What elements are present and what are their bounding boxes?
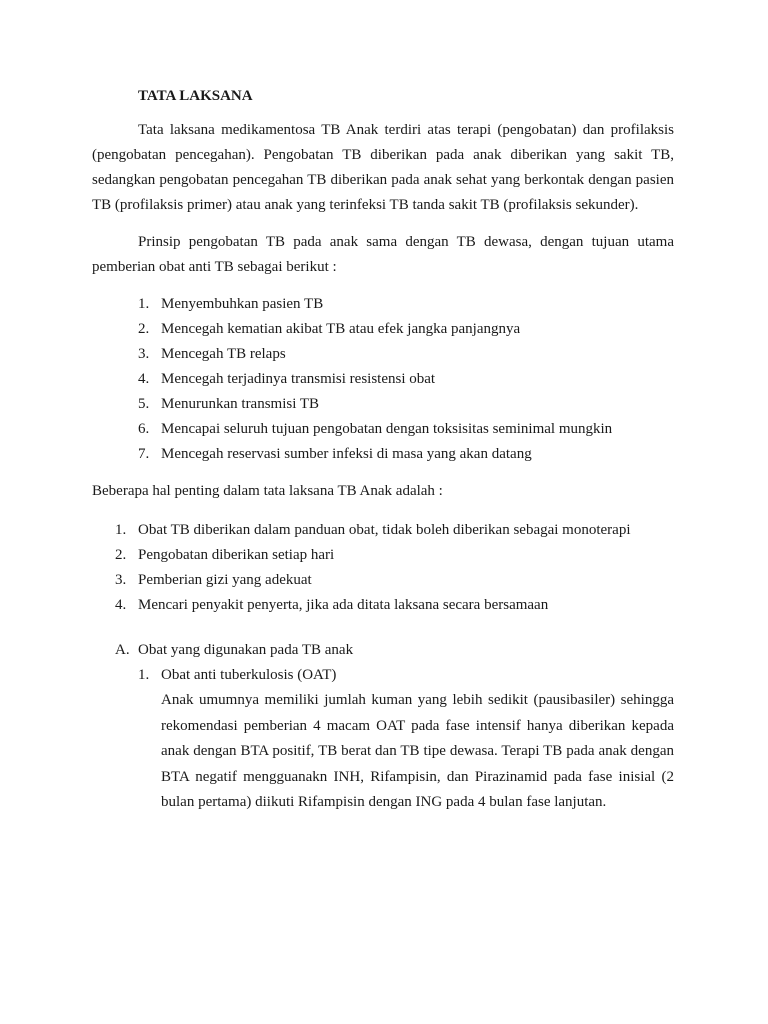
list-number: 2. (138, 321, 150, 337)
list-number: 2. (115, 547, 127, 563)
list-text: Pengobatan diberikan setiap hari (138, 547, 335, 563)
list-text: Menurunkan transmisi TB (161, 396, 320, 412)
section-a (115, 638, 674, 816)
important-points-list (115, 518, 674, 618)
list-item (138, 417, 674, 442)
section-heading-text: Obat yang digunakan pada TB anak (138, 642, 354, 658)
list-item (115, 568, 674, 593)
document-title: TATA LAKSANA (138, 88, 253, 104)
list-text: Mencegah terjadinya transmisi resistensi obat (161, 371, 436, 387)
subsection-paragraph: Anak umumnya memiliki jumlah kuman yang lebih sedikit (pausibasiler) sehingga rekomendasi pemberian 4 macam OAT pada fase intensif hanya diberikan kepada anak dengan BTA positif, TB berat dan TB tipe dewasa. Terapi TB pada anak dengan BTA negatif mengguanakn INH, Rifampisin, dan Pirazinamid pada fase inisial (2 bulan pertama) diikuti Rifampisin dengan ING pada 4 bulan fase lanjutan. (161, 692, 674, 810)
list-text: Mencari penyakit penyerta, jika ada ditata laksana secara bersamaan (138, 597, 549, 613)
list-text: Obat TB diberikan dalam panduan obat, tidak boleh diberikan sebagai monoterapi (138, 522, 631, 538)
list-item (138, 442, 674, 467)
section-marker: A. (115, 642, 130, 658)
section-a-heading (115, 638, 674, 663)
list-number: 1. (138, 296, 150, 312)
list-item (138, 392, 674, 417)
list-item (138, 342, 674, 367)
list-item (115, 543, 674, 568)
list-item (115, 593, 674, 618)
subsection-heading (138, 663, 674, 688)
list-item (138, 367, 674, 392)
list-number: 7. (138, 446, 150, 462)
list-item (115, 518, 674, 543)
list-number: 6. (138, 421, 150, 437)
list-number: 4. (138, 371, 150, 387)
list-text: Mencapai seluruh tujuan pengobatan dengan toksisitas seminimal mungkin (161, 421, 613, 437)
list-text: Pemberian gizi yang adekuat (138, 572, 312, 588)
list-number: 3. (138, 346, 150, 362)
principle-paragraph: Prinsip pengobatan TB pada anak sama dengan TB dewasa, dengan tujuan utama pemberian obat anti TB sebagai berikut : (92, 234, 674, 275)
goals-list (138, 292, 674, 467)
list-item (138, 317, 674, 342)
list-text: Mencegah TB relaps (161, 346, 286, 362)
subsection-heading-text: Obat anti tuberkulosis (OAT) (161, 667, 337, 683)
list-number: 3. (115, 572, 127, 588)
list-text: Mencegah reservasi sumber infeksi di masa yang akan datang (161, 446, 532, 462)
intro-paragraph: Tata laksana medikamentosa TB Anak terdiri atas terapi (pengobatan) dan profilaksis (pengobatan pencegahan). Pengobatan TB diberikan pada anak diberikan yang sakit TB, sedangkan pengobatan pencegahan TB diberikan pada anak sehat yang berkontak dengan pasien TB (profilaksis primer) atau anak yang terinfeksi TB tanda sakit TB (profilaksis sekunder). (92, 122, 674, 213)
list-text: Mencegah kematian akibat TB atau efek jangka panjangnya (161, 321, 521, 337)
list-number: 1. (115, 522, 127, 538)
document-page (92, 86, 674, 816)
list-number: 5. (138, 396, 150, 412)
subsection-marker: 1. (138, 667, 150, 683)
list-text: Menyembuhkan pasien TB (161, 296, 324, 312)
subsection-oat (138, 663, 674, 816)
list-item (138, 292, 674, 317)
list-number: 4. (115, 597, 127, 613)
important-points-intro: Beberapa hal penting dalam tata laksana TB Anak adalah : (92, 483, 443, 499)
